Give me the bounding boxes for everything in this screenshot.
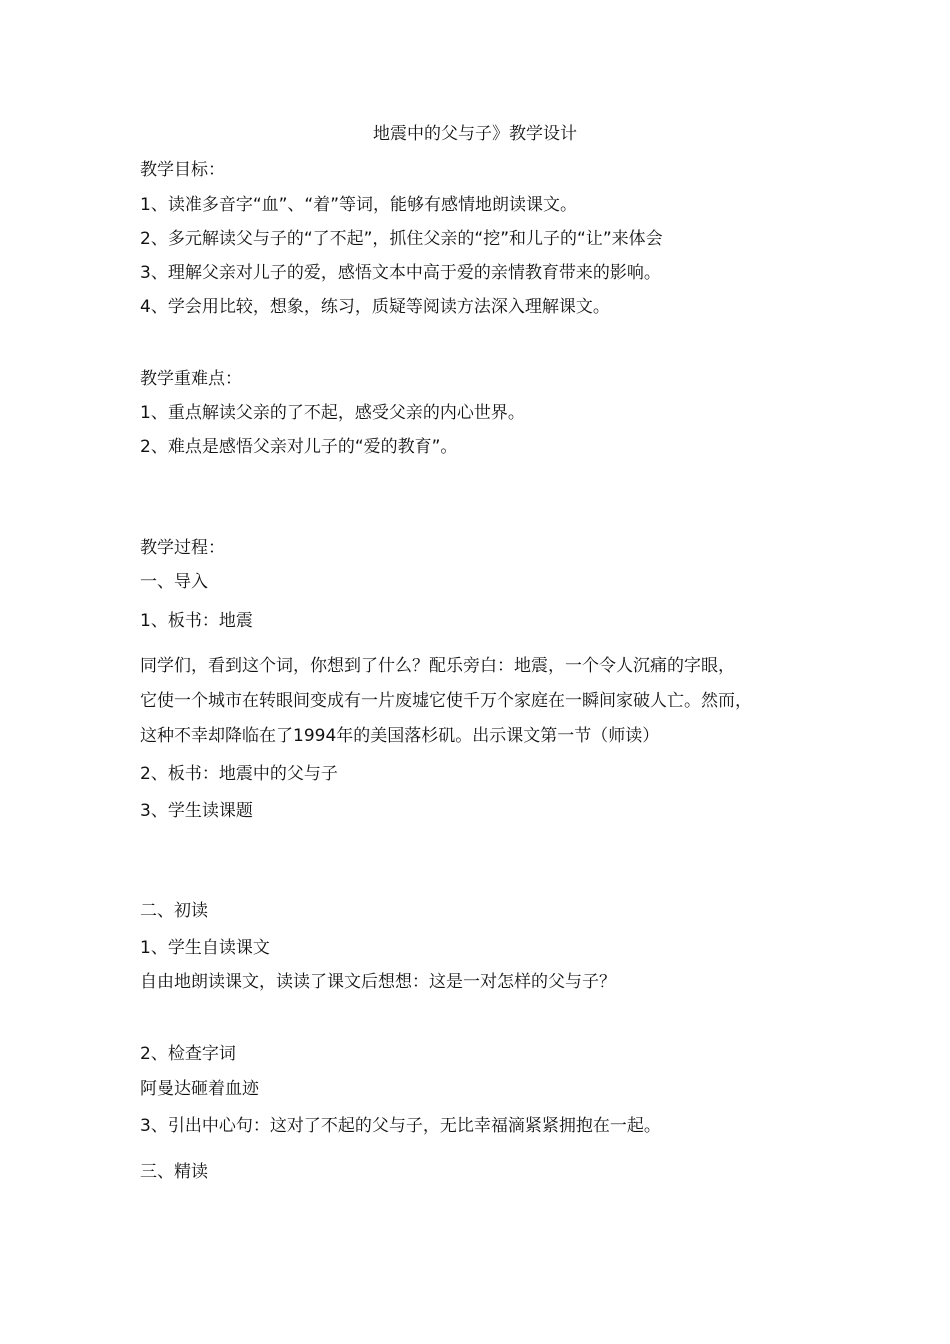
first-reading-item-3: 3、引出中心句：这对了不起的父与子，无比幸福滴紧紧拥抱在一起。: [140, 1116, 661, 1136]
section-intro-heading: 一、导入: [140, 572, 208, 592]
intro-item-2: 2、板书：地震中的父与子: [140, 764, 338, 784]
document-title: 地震中的父与子》教学设计: [373, 124, 577, 144]
key-point-item-1: 1、重点解读父亲的了不起，感受父亲的内心世界。: [140, 403, 525, 423]
key-points-heading: 教学重难点：: [140, 369, 242, 389]
first-reading-item-2: 2、检查字词: [140, 1044, 236, 1064]
objective-item-3: 3、理解父亲对儿子的爱，感悟文本中高于爱的亲情教育带来的影响。: [140, 263, 661, 283]
objective-item-2: 2、多元解读父与子的“了不起”，抓住父亲的“挖”和儿子的“让”来体会: [140, 229, 663, 249]
section-close-reading-heading: 三、精读: [140, 1162, 208, 1182]
first-reading-item-1-text: 自由地朗读课文，读读了课文后想想：这是一对怎样的父与子？: [140, 972, 616, 992]
objectives-heading: 教学目标：: [140, 160, 225, 180]
intro-item-3: 3、学生读课题: [140, 801, 253, 821]
first-reading-item-2-text: 阿曼达砸着血迹: [140, 1079, 259, 1099]
process-heading: 教学过程：: [140, 538, 225, 558]
intro-item-1: 1、板书：地震: [140, 611, 253, 631]
key-point-item-2: 2、难点是感悟父亲对儿子的“爱的教育”。: [140, 437, 458, 457]
intro-paragraph-line-1: 同学们，看到这个词，你想到了什么？配乐旁白：地震，一个令人沉痛的字眼，: [140, 656, 735, 676]
intro-paragraph-line-2: 它使一个城市在转眼间变成有一片废墟它使千万个家庭在一瞬间家破人亡。然而，: [140, 691, 752, 711]
intro-paragraph-line-3: 这种不幸却降临在了1994年的美国落杉矶。出示课文第一节（师读）: [140, 726, 660, 746]
objective-item-4: 4、学会用比较，想象，练习，质疑等阅读方法深入理解课文。: [140, 297, 610, 317]
section-first-reading-heading: 二、初读: [140, 901, 208, 921]
first-reading-item-1: 1、学生自读课文: [140, 938, 270, 958]
objective-item-1: 1、读准多音字“血”、“着”等词，能够有感情地朗读课文。: [140, 195, 578, 215]
